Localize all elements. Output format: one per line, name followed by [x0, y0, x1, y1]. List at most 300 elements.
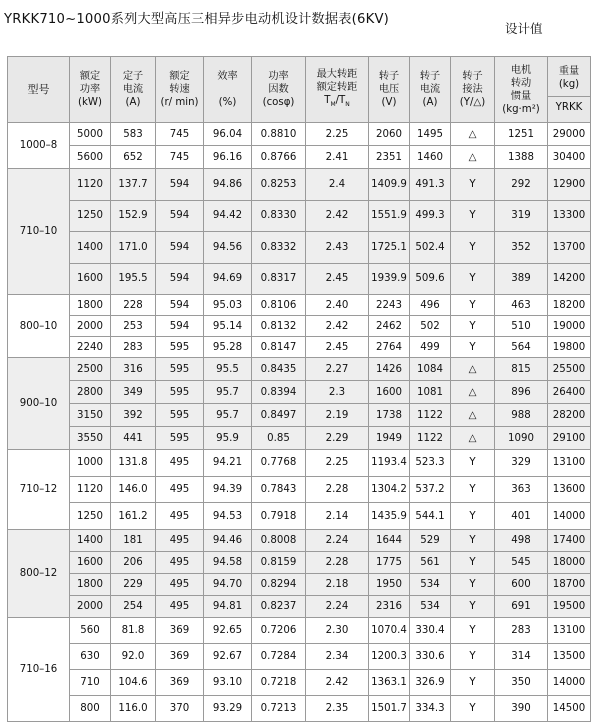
column-header — [70, 57, 111, 123]
data-cell: 0.85 — [252, 427, 306, 450]
data-cell: 1251 — [495, 123, 548, 146]
data-cell: 495 — [156, 551, 204, 573]
data-cell: 800 — [70, 695, 111, 721]
data-cell: 116.0 — [111, 695, 156, 721]
data-cell: Y — [451, 595, 495, 617]
data-cell: 1435.9 — [369, 503, 410, 530]
data-cell: Y — [451, 695, 495, 721]
data-cell: 2.24 — [306, 529, 369, 551]
data-cell: 0.8159 — [252, 551, 306, 573]
model-cell: 800–10 — [8, 295, 70, 358]
data-cell: 510 — [495, 316, 548, 337]
data-cell: 181 — [111, 529, 156, 551]
table-header — [8, 57, 591, 123]
column-header-line: $T_M/T_N$ — [324, 94, 350, 109]
data-cell: 0.8394 — [252, 381, 306, 404]
data-cell: 1400 — [70, 232, 111, 264]
data-cell: 0.7206 — [252, 617, 306, 643]
data-cell: 94.81 — [204, 595, 252, 617]
data-cell: 630 — [70, 643, 111, 669]
motor-data-table — [7, 56, 591, 722]
data-cell: 0.8766 — [252, 146, 306, 169]
data-cell: 13700 — [548, 232, 591, 264]
data-cell: 652 — [111, 146, 156, 169]
data-cell: 171.0 — [111, 232, 156, 264]
data-cell: 14200 — [548, 263, 591, 295]
data-cell: 95.03 — [204, 295, 252, 316]
data-cell: 537.2 — [410, 476, 451, 503]
table-row — [8, 450, 591, 477]
data-cell: 2.19 — [306, 404, 369, 427]
data-cell: 19800 — [548, 337, 591, 358]
model-cell: 1000–8 — [8, 123, 70, 169]
data-cell: 18000 — [548, 551, 591, 573]
data-cell: 81.8 — [111, 617, 156, 643]
data-cell: 13500 — [548, 643, 591, 669]
data-cell: Y — [451, 476, 495, 503]
data-cell: 334.3 — [410, 695, 451, 721]
model-cell: 710–12 — [8, 450, 70, 530]
data-cell: 13100 — [548, 617, 591, 643]
table-row — [8, 316, 591, 337]
data-cell: 2.18 — [306, 573, 369, 595]
data-cell: 95.5 — [204, 358, 252, 381]
data-cell: 600 — [495, 573, 548, 595]
data-cell: 594 — [156, 295, 204, 316]
table-row — [8, 643, 591, 669]
table-row — [8, 476, 591, 503]
data-cell: 2.14 — [306, 503, 369, 530]
data-cell: 0.7918 — [252, 503, 306, 530]
data-cell: 26400 — [548, 381, 591, 404]
column-header-line: (r/ min) — [160, 97, 199, 108]
data-cell: 1120 — [70, 476, 111, 503]
data-cell: 0.8132 — [252, 316, 306, 337]
column-header-line: (V) — [381, 97, 397, 108]
column-header-line: (kW) — [78, 97, 102, 108]
data-cell: 1070.4 — [369, 617, 410, 643]
data-cell: 316 — [111, 358, 156, 381]
data-cell: 95.28 — [204, 337, 252, 358]
design-value-label: 设计值 — [505, 21, 543, 36]
data-cell: 17400 — [548, 529, 591, 551]
column-header-line: 电压 — [378, 84, 400, 95]
data-cell: 1738 — [369, 404, 410, 427]
data-cell: 93.29 — [204, 695, 252, 721]
column-header-line: 额定 — [169, 71, 190, 82]
table-body — [8, 123, 591, 722]
data-cell: 283 — [111, 337, 156, 358]
page-title: YRKK710~1000系列大型高压三相异步电动机设计数据表(6KV) — [4, 12, 390, 27]
table-row — [8, 404, 591, 427]
data-cell: 12900 — [548, 169, 591, 201]
header-row — [8, 57, 591, 123]
table-row — [8, 617, 591, 643]
table-row — [8, 595, 591, 617]
data-cell: 1495 — [410, 123, 451, 146]
data-cell: △ — [451, 404, 495, 427]
data-cell: 463 — [495, 295, 548, 316]
data-cell: 1193.4 — [369, 450, 410, 477]
column-header-line: 最大转距 — [316, 68, 358, 80]
data-cell: 0.7213 — [252, 695, 306, 721]
data-cell: 1800 — [70, 573, 111, 595]
column-header-line: 电机 — [510, 64, 532, 76]
data-cell: 491.3 — [410, 169, 451, 201]
data-cell: 534 — [410, 595, 451, 617]
data-cell: 95.14 — [204, 316, 252, 337]
data-cell: 369 — [156, 669, 204, 695]
data-cell: 595 — [156, 381, 204, 404]
data-cell: 292 — [495, 169, 548, 201]
data-cell: 370 — [156, 695, 204, 721]
data-cell: 96.04 — [204, 123, 252, 146]
table-row — [8, 169, 591, 201]
data-cell: 2.28 — [306, 551, 369, 573]
data-cell: 5000 — [70, 123, 111, 146]
data-cell: △ — [451, 146, 495, 169]
table-row — [8, 295, 591, 316]
column-header-line: 额定 — [79, 71, 101, 82]
table-row — [8, 381, 591, 404]
data-cell: 2.45 — [306, 337, 369, 358]
data-cell: 583 — [111, 123, 156, 146]
data-cell: 534 — [410, 573, 451, 595]
table-row — [8, 123, 591, 146]
data-cell: 523.3 — [410, 450, 451, 477]
data-cell: △ — [451, 123, 495, 146]
data-cell: 94.42 — [204, 200, 252, 232]
data-cell: 2462 — [369, 316, 410, 337]
table-row — [8, 358, 591, 381]
data-cell: 137.7 — [111, 169, 156, 201]
column-header — [369, 57, 410, 123]
data-cell: 152.9 — [111, 200, 156, 232]
data-cell: Y — [451, 263, 495, 295]
column-header-line: 转子 — [462, 71, 483, 82]
data-cell: 499.3 — [410, 200, 451, 232]
column-header-line: 转子 — [419, 71, 441, 82]
model-cell: 800–12 — [8, 529, 70, 617]
data-cell: 544.1 — [410, 503, 451, 530]
data-cell: 389 — [495, 263, 548, 295]
data-cell: 0.8332 — [252, 232, 306, 264]
data-cell: 499 — [410, 337, 451, 358]
column-header-line: (kg·m²) — [502, 103, 540, 115]
data-cell: 0.7768 — [252, 450, 306, 477]
data-cell: 594 — [156, 316, 204, 337]
column-header — [8, 57, 70, 123]
data-cell: 161.2 — [111, 503, 156, 530]
data-cell: 94.56 — [204, 232, 252, 264]
data-cell: 1388 — [495, 146, 548, 169]
data-cell: 496 — [410, 295, 451, 316]
data-cell: 2800 — [70, 381, 111, 404]
data-cell: 352 — [495, 232, 548, 264]
data-cell: 206 — [111, 551, 156, 573]
data-cell: 561 — [410, 551, 451, 573]
model-cell: 710–10 — [8, 169, 70, 295]
data-cell: 1250 — [70, 503, 111, 530]
data-cell: 94.58 — [204, 551, 252, 573]
data-cell: 1600 — [70, 551, 111, 573]
table-row — [8, 263, 591, 295]
data-cell: 1501.7 — [369, 695, 410, 721]
data-cell: 1081 — [410, 381, 451, 404]
data-cell: 594 — [156, 169, 204, 201]
column-header-line: 功率 — [268, 71, 289, 82]
data-cell: 0.8008 — [252, 529, 306, 551]
data-cell: 495 — [156, 450, 204, 477]
data-cell: Y — [451, 450, 495, 477]
model-cell: 900–10 — [8, 358, 70, 450]
column-header-line: 惯量 — [510, 90, 532, 102]
column-header — [111, 57, 156, 123]
column-header-line: 重量 — [558, 66, 580, 77]
column-header — [156, 57, 204, 123]
data-cell: 18200 — [548, 295, 591, 316]
column-header-line: 转速 — [169, 84, 190, 95]
data-cell: 2.28 — [306, 476, 369, 503]
data-cell: 92.67 — [204, 643, 252, 669]
data-cell: 2316 — [369, 595, 410, 617]
data-cell: 314 — [495, 643, 548, 669]
data-cell: 350 — [495, 669, 548, 695]
data-cell: 529 — [410, 529, 451, 551]
column-header-line: 电流 — [122, 84, 144, 95]
data-cell: 2.27 — [306, 358, 369, 381]
data-cell: △ — [451, 381, 495, 404]
column-header-line: 转动 — [510, 77, 532, 89]
data-cell: 14000 — [548, 669, 591, 695]
column-header-line: 效率 — [217, 71, 238, 82]
data-cell: 2.4 — [306, 169, 369, 201]
data-cell: 2.25 — [306, 123, 369, 146]
data-cell: 92.0 — [111, 643, 156, 669]
data-cell: 595 — [156, 358, 204, 381]
data-cell: Y — [451, 200, 495, 232]
column-header-line: 型号 — [27, 83, 50, 96]
data-cell: 13300 — [548, 200, 591, 232]
data-cell: 988 — [495, 404, 548, 427]
data-cell: 2.43 — [306, 232, 369, 264]
data-cell: 509.6 — [410, 263, 451, 295]
data-cell: 1426 — [369, 358, 410, 381]
data-cell: 1939.9 — [369, 263, 410, 295]
table-row — [8, 573, 591, 595]
data-cell: 92.65 — [204, 617, 252, 643]
data-cell: 2000 — [70, 595, 111, 617]
data-cell: 1000 — [70, 450, 111, 477]
data-cell: 5600 — [70, 146, 111, 169]
data-cell: 349 — [111, 381, 156, 404]
data-cell: 2.3 — [306, 381, 369, 404]
data-cell: 2.42 — [306, 316, 369, 337]
data-cell: Y — [451, 503, 495, 530]
data-cell: 1800 — [70, 295, 111, 316]
data-cell: 0.8237 — [252, 595, 306, 617]
column-header-line — [204, 83, 251, 96]
data-cell: 1304.2 — [369, 476, 410, 503]
data-cell: 1363.1 — [369, 669, 410, 695]
data-cell: 0.8497 — [252, 404, 306, 427]
data-cell: Y — [451, 669, 495, 695]
data-cell: 25500 — [548, 358, 591, 381]
column-header-line: (%) — [218, 97, 237, 108]
data-cell: 495 — [156, 573, 204, 595]
data-cell: 13100 — [548, 450, 591, 477]
data-cell: 0.8317 — [252, 263, 306, 295]
data-cell: 2.35 — [306, 695, 369, 721]
data-cell: 95.7 — [204, 404, 252, 427]
data-cell: 30400 — [548, 146, 591, 169]
data-cell: 2.45 — [306, 263, 369, 295]
weight-subheader: YRKK — [548, 96, 590, 114]
data-cell: 283 — [495, 617, 548, 643]
data-cell: 13600 — [548, 476, 591, 503]
data-cell: Y — [451, 337, 495, 358]
data-cell: 1775 — [369, 551, 410, 573]
data-cell: 0.8147 — [252, 337, 306, 358]
column-header — [204, 57, 252, 123]
data-cell: 390 — [495, 695, 548, 721]
column-header-line: 额定转距 — [316, 81, 358, 93]
data-cell: Y — [451, 551, 495, 573]
data-cell: 2.29 — [306, 427, 369, 450]
data-cell: △ — [451, 358, 495, 381]
data-cell: 1644 — [369, 529, 410, 551]
data-cell: 19500 — [548, 595, 591, 617]
column-header — [410, 57, 451, 123]
column-header-line: (kg) — [558, 79, 580, 90]
data-cell: 0.7218 — [252, 669, 306, 695]
data-cell: 545 — [495, 551, 548, 573]
data-cell: 1600 — [369, 381, 410, 404]
data-cell: Y — [451, 617, 495, 643]
data-cell: △ — [451, 427, 495, 450]
data-cell: 0.8435 — [252, 358, 306, 381]
data-cell: 2.41 — [306, 146, 369, 169]
data-cell: 363 — [495, 476, 548, 503]
table-row — [8, 427, 591, 450]
data-cell: 29000 — [548, 123, 591, 146]
table-row — [8, 551, 591, 573]
data-cell: 14000 — [548, 503, 591, 530]
table-row — [8, 146, 591, 169]
column-header — [252, 57, 306, 123]
data-cell: 691 — [495, 595, 548, 617]
data-cell: 495 — [156, 595, 204, 617]
data-cell: 254 — [111, 595, 156, 617]
data-cell: 94.69 — [204, 263, 252, 295]
data-cell: 1084 — [410, 358, 451, 381]
data-cell: 369 — [156, 643, 204, 669]
data-cell: 392 — [111, 404, 156, 427]
data-cell: 1400 — [70, 529, 111, 551]
data-cell: 1551.9 — [369, 200, 410, 232]
data-cell: 0.8294 — [252, 573, 306, 595]
data-cell: 1122 — [410, 427, 451, 450]
column-header — [495, 57, 548, 123]
data-cell: 710 — [70, 669, 111, 695]
data-cell: 94.46 — [204, 529, 252, 551]
data-cell: 319 — [495, 200, 548, 232]
data-cell: 95.7 — [204, 381, 252, 404]
data-cell: 564 — [495, 337, 548, 358]
data-cell: 495 — [156, 476, 204, 503]
column-header-line: (Y/△) — [459, 97, 486, 108]
data-cell: 0.8106 — [252, 295, 306, 316]
data-cell: 401 — [495, 503, 548, 530]
data-cell: 2.42 — [306, 200, 369, 232]
data-cell: 1950 — [369, 573, 410, 595]
column-header-line: (A) — [125, 97, 141, 108]
data-cell: 2351 — [369, 146, 410, 169]
data-cell: 131.8 — [111, 450, 156, 477]
data-cell: 2764 — [369, 337, 410, 358]
data-cell: 896 — [495, 381, 548, 404]
data-cell: 1200.3 — [369, 643, 410, 669]
table-row — [8, 337, 591, 358]
data-cell: 94.86 — [204, 169, 252, 201]
data-cell: 0.8330 — [252, 200, 306, 232]
data-cell: 595 — [156, 427, 204, 450]
data-cell: 502.4 — [410, 232, 451, 264]
data-cell: 3150 — [70, 404, 111, 427]
data-cell: 326.9 — [410, 669, 451, 695]
data-cell: Y — [451, 573, 495, 595]
data-cell: 14500 — [548, 695, 591, 721]
table-row — [8, 529, 591, 551]
data-cell: 1725.1 — [369, 232, 410, 264]
data-cell: 2243 — [369, 295, 410, 316]
data-cell: 19000 — [548, 316, 591, 337]
data-cell: 2.42 — [306, 669, 369, 695]
data-cell: 29100 — [548, 427, 591, 450]
data-cell: 253 — [111, 316, 156, 337]
data-cell: Y — [451, 232, 495, 264]
data-cell: 2.30 — [306, 617, 369, 643]
data-cell: 745 — [156, 146, 204, 169]
data-cell: 2060 — [369, 123, 410, 146]
column-header-line: (cosφ) — [262, 97, 295, 108]
model-cell: 710–16 — [8, 617, 70, 721]
data-cell: 369 — [156, 617, 204, 643]
table-row — [8, 200, 591, 232]
data-cell: 228 — [111, 295, 156, 316]
data-cell: 1949 — [369, 427, 410, 450]
data-cell: 0.7843 — [252, 476, 306, 503]
data-cell: 1600 — [70, 263, 111, 295]
data-cell: 146.0 — [111, 476, 156, 503]
column-header-line: 功率 — [79, 84, 101, 95]
data-cell: 595 — [156, 404, 204, 427]
data-cell: Y — [451, 643, 495, 669]
column-header-line: (A) — [422, 97, 438, 108]
data-cell: 745 — [156, 123, 204, 146]
data-cell: 93.10 — [204, 669, 252, 695]
data-cell: Y — [451, 316, 495, 337]
data-cell: 94.70 — [204, 573, 252, 595]
table-row — [8, 232, 591, 264]
column-header-line: 电流 — [419, 84, 441, 95]
data-cell: 18700 — [548, 573, 591, 595]
data-cell: 2.34 — [306, 643, 369, 669]
data-cell: 94.21 — [204, 450, 252, 477]
data-cell: 815 — [495, 358, 548, 381]
data-cell: 28200 — [548, 404, 591, 427]
data-cell: 560 — [70, 617, 111, 643]
